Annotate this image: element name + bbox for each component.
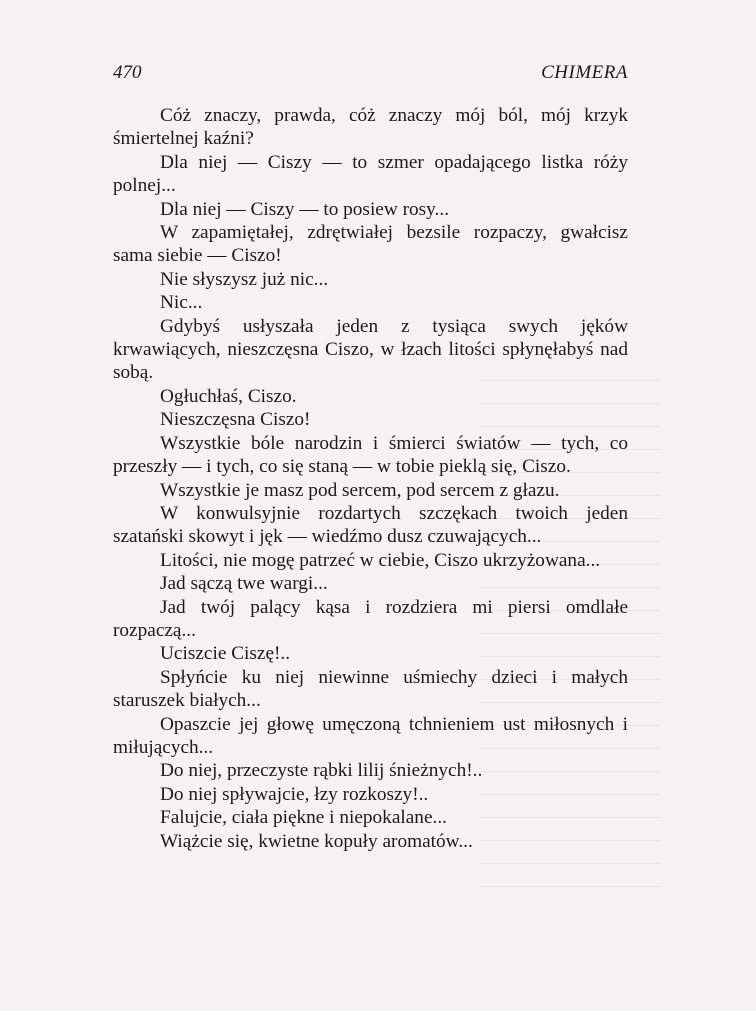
paragraph: Do niej, przeczyste rąbki lilij śnieżnych!.. [160,760,483,782]
paragraph: Wszystkie bóle narodzin i śmierci światów — tych, co przeszły — i tych, co się staną — w tobie pieklą się, Ciszo. [113,432,628,478]
paragraph: Nie słyszysz już nic... [160,268,329,290]
paragraph: Nic... [160,292,203,314]
paragraph: Jad sączą twe wargi... [160,573,328,595]
paragraph: Nieszczęsna Ciszo! [160,409,311,431]
paragraph: Uciszcie Ciszę!.. [160,643,291,665]
body-text [113,104,628,853]
paragraph: Ogłuchłaś, Ciszo. [160,385,297,407]
page-number: 470 [113,62,142,83]
paragraph: Dla niej — Ciszy — to szmer opadającego listka róży polnej... [113,151,628,197]
paragraph: Jad twój palący kąsa i rozdziera mi piersi omdlałe rozpaczą... [113,596,628,641]
paragraph: Spłyńcie ku niej niewinne uśmiechy dzieci i małych staruszek białych... [113,666,628,712]
paragraph: W zapamiętałej, zdrętwiałej bezsile rozpaczy, gwałcisz sama siebie — Ciszo! [113,222,628,267]
running-title: CHIMERA [541,62,628,83]
paragraph: Do niej spływajcie, łzy rozkoszy!.. [160,783,429,805]
paragraph: Wszystkie je masz pod sercem, pod sercem z głazu. [160,479,560,501]
paragraph: Litości, nie mogę patrzeć w ciebie, Ciszo ukrzyżowana... [160,549,601,571]
paragraph: W konwulsyjnie rozdartych szczękach twoich jeden szatański skowyt i jęk — wiedźmo dusz czuwających... [113,502,628,548]
paragraph: Falujcie, ciała piękne i niepokalane... [160,807,447,829]
paragraph: Wiążcie się, kwietne kopuły aromatów... [160,830,473,852]
paragraph: Opaszcie jej głowę umęczoną tchnieniem ust miłosnych i miłujących... [113,713,628,758]
paragraph: Cóż znaczy, prawda, cóż znaczy mój ból, mój krzyk śmiertelnej kaźni? [113,105,628,150]
paragraph: Dla niej — Ciszy — to posiew rosy... [160,198,450,220]
paragraph: Gdybyś usłyszała jeden z tysiąca swych jęków krwawiących, nieszczęsna Ciszo, w łzach litości spłynęłabyś nad sobą. [113,315,628,384]
page-header [113,62,628,88]
